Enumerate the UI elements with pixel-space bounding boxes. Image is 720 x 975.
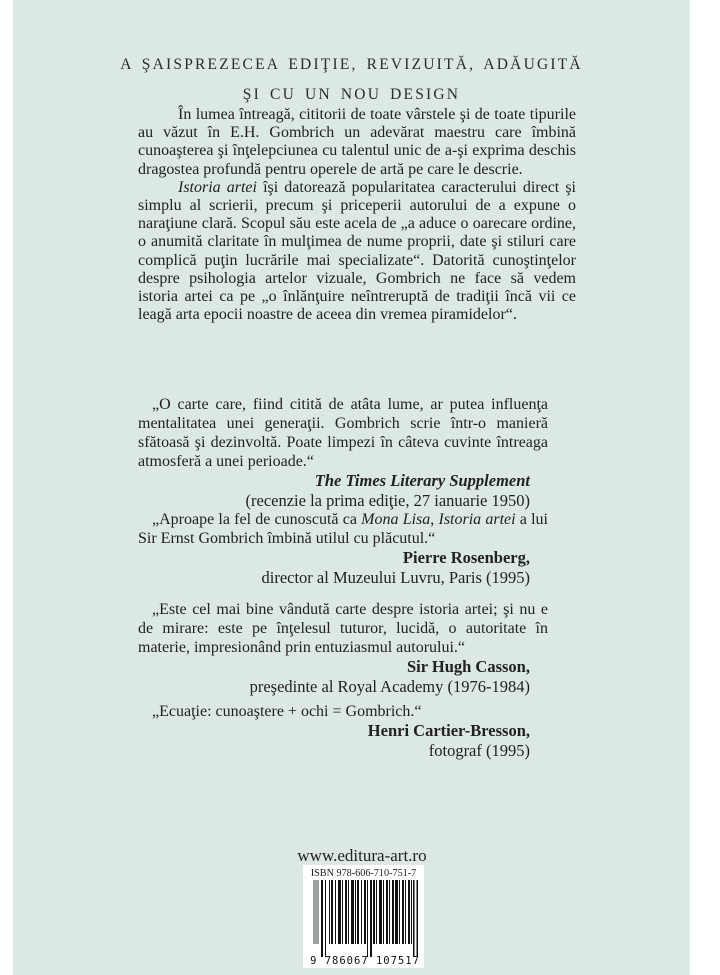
quote-text: „Aproape la fel de cunoscută ca Mona Lisa, Istoria artei a lui Sir Ernst Gombrich îmbină utilul cu plăcutul.“ bbox=[138, 511, 549, 547]
quote-source-detail: director al Muzeului Luvru, Paris (1995) bbox=[261, 567, 530, 587]
intro-text-block bbox=[138, 106, 576, 324]
isbn-label: ISBN 978-606-710-751-7 bbox=[310, 868, 417, 879]
edition-heading bbox=[13, 50, 690, 110]
barcode-digits: 9 786067 107517 bbox=[310, 955, 420, 967]
edition-heading-line2: ŞI CU UN NOU DESIGN bbox=[242, 86, 461, 103]
publisher-website: www.editura-art.ro bbox=[297, 846, 427, 865]
review-quote-4 bbox=[138, 702, 576, 760]
barcode-icon bbox=[303, 865, 424, 968]
quote-source: Henri Cartier-Bresson, bbox=[367, 721, 530, 740]
review-quote-2 bbox=[138, 510, 576, 587]
edition-heading-line1: A ŞAISPREZECEA EDIŢIE, REVIZUITĂ, ADĂUGITĂ bbox=[120, 56, 583, 73]
isbn-barcode bbox=[303, 865, 424, 968]
intro-paragraph-2 bbox=[138, 179, 576, 325]
quote-source: Sir Hugh Casson, bbox=[406, 657, 530, 676]
intro-paragraph-1: În lumea întreagă, cititorii de toate vârstele şi de toate tipurile au văzut în E.H. Gombrich un adevărat maestru care îmbină cunoaşterea şi înţelepciunea cu talentul unic de a-şi exprima deschis dragostea profundă pentru operele de artă pe care le descrie. bbox=[138, 106, 576, 178]
quote-source-detail: preşedinte al Royal Academy (1976-1984) bbox=[249, 676, 530, 696]
intro-paragraph-2-rest: îşi datorează popularitatea caracterului direct şi simplu al scrierii, precum şi priceperii autorului de a expune o naraţiune clară. Scopul său este acela de „a aduce o oarecare ordine, o anumită claritate în mulţimea de nume proprii, date şi stiluri care complică puţin lucrările mai specializate“. Datorită cunoştinţelor despre psihologia artelor vizuale, Gombrich ne face să vedem istoria artei ca pe „o înlănţuire neîntreruptă de tradiţii încă vii ce leagă arta epocii noastre de aceea din vremea piramidelor“. bbox=[138, 178, 577, 324]
quote-source-detail: fotograf (1995) bbox=[428, 740, 530, 760]
review-quote-1 bbox=[138, 395, 576, 510]
quote-source: The Times Literary Supplement bbox=[314, 471, 530, 490]
quote-source-detail: (recenzie la prima ediţie, 27 ianuarie 1950) bbox=[245, 490, 530, 510]
quote-text: „O carte care, fiind citită de atâta lume, ar putea influenţa mentalitatea unei generaţii. Gombrich scrie într-o manieră sfătoasă şi dezinvoltă. Poate limpezi în câteva cuvinte întreaga atmosferă a unei perioade.“ bbox=[138, 396, 548, 470]
quote-source: Pierre Rosenberg, bbox=[402, 548, 530, 567]
book-title-italic: Istoria artei bbox=[178, 178, 257, 196]
quote-text: „Este cel mai bine vândută carte despre istoria artei; şi nu e de mirare: este pe înţelesul tuturor, lucidă, o autoritate în materie, impresionând prin entuziasmul autorului.“ bbox=[138, 601, 548, 656]
back-cover bbox=[13, 0, 690, 975]
quote-text: „Ecuaţie: cunoaştere + ochi = Gombrich.“ bbox=[152, 703, 422, 720]
review-quote-3 bbox=[138, 600, 576, 696]
